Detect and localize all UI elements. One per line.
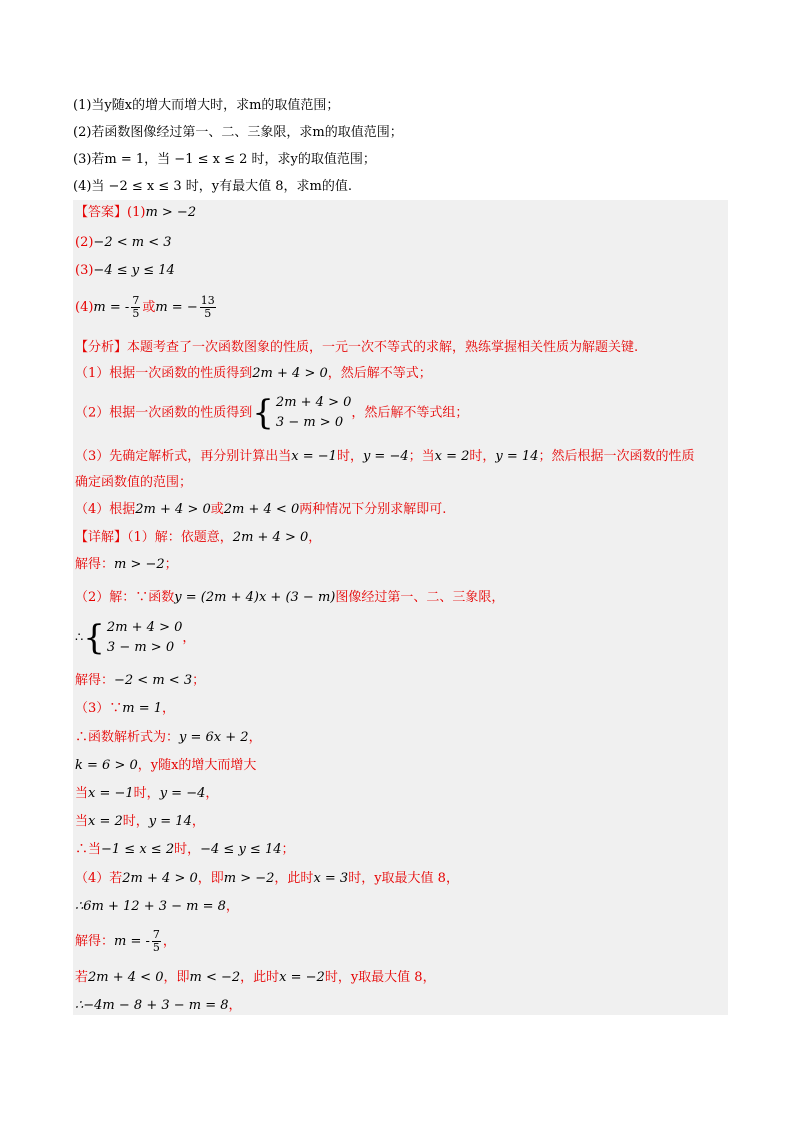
detail-3 <box>75 699 175 719</box>
detail-4-text-c: ，此时 <box>274 871 314 886</box>
answer-label: 【答案】 <box>75 205 128 220</box>
system-line-1: 2m + 4 > 0 <box>275 395 352 410</box>
detail-4-l4-text-d: 时，y取最大值 8， <box>324 970 436 985</box>
detail-2-solution <box>75 671 205 691</box>
detail-3-l5-math-2: y = 14 <box>148 814 192 829</box>
fraction-numerator: 7 <box>152 928 160 941</box>
question-4: (4)当 −2 ≤ x ≤ 3 时，y有最大值 8，求m的值. <box>73 179 352 194</box>
detail-1-math: 2m + 4 > 0 <box>232 530 309 545</box>
detail-3-line-5 <box>75 812 205 832</box>
detail-3-l2-punct: ， <box>248 730 262 745</box>
answer-1-prefix: (1) <box>127 205 146 220</box>
fraction-7-5 <box>131 295 140 320</box>
analysis-3-math-2: y = −4 <box>362 449 409 464</box>
answer-row-3 <box>75 261 175 281</box>
detail-4-l4-math-1: 2m + 4 < 0 <box>88 970 164 985</box>
analysis-1-math: 2m + 4 > 0 <box>252 366 328 381</box>
detail-4-l3-math: m = - <box>114 934 150 949</box>
system-line-2: 3 − m > 0 <box>106 640 175 655</box>
detail-4-l5-punct: ， <box>228 998 242 1013</box>
detail-3-l2-math: y = 6x + 2 <box>179 730 249 745</box>
detail-3-l5-text-b: 时， <box>122 814 149 829</box>
analysis-1-text-end: ，然后解不等式； <box>327 366 432 381</box>
detail-3-l4-text-b: 时， <box>133 786 160 801</box>
answer-4-math-2: m = − <box>155 300 198 315</box>
analysis-3-math-4: y = 14 <box>495 449 539 464</box>
detail-3-l4-math-2: y = −4 <box>159 786 206 801</box>
detail-4-l5-math: ∴−4m − 8 + 3 − m = 8 <box>75 998 229 1013</box>
inequality-system <box>252 393 351 433</box>
analysis-2-text: （2）根据一次函数的性质得到 <box>75 405 253 421</box>
fraction-denominator: 5 <box>152 941 160 954</box>
fraction-7-5 <box>152 929 161 954</box>
detail-3-l5-math-1: x = 2 <box>88 814 123 829</box>
system-line-1: 2m + 4 > 0 <box>106 620 183 635</box>
detail-3-l4-text: 当 <box>75 786 89 801</box>
detail-4-text-b: ，即 <box>197 871 224 886</box>
answer-3-math: −4 ≤ y ≤ 14 <box>93 263 175 278</box>
detail-4-math-1: 2m + 4 > 0 <box>122 871 198 886</box>
analysis-3-math-3: x = 2 <box>434 449 470 464</box>
detail-2-sol-text: 解得： <box>75 673 115 688</box>
detail-4-l3-text: 解得： <box>75 934 115 949</box>
detail-4-text-d: 时，y取最大值 8， <box>348 871 459 886</box>
answer-4-or: 或 <box>142 300 156 315</box>
detail-2-sol-punct: ； <box>192 673 206 688</box>
answer-4-prefix: (4) <box>75 300 94 315</box>
detail-3-l6-text-b: 时， <box>174 842 201 857</box>
detail-4-line-3 <box>75 929 176 954</box>
detail-2-sol-math: −2 < m < 3 <box>114 673 193 688</box>
fraction-denominator: 5 <box>132 307 140 320</box>
detail-1-punct: ， <box>308 530 322 545</box>
detail-4-l2-math: ∴6m + 12 + 3 − m = 8 <box>75 899 226 914</box>
detail-3-line-4 <box>75 784 218 804</box>
detail-3-l4-math-1: x = −1 <box>88 786 134 801</box>
detail-3-l5-punct: ， <box>191 814 205 829</box>
analysis-3-text-e: ；然后根据一次函数的性质 <box>538 449 695 464</box>
detail-1-sol-text: 解得： <box>75 557 115 572</box>
detail-3-punct: ， <box>162 701 176 716</box>
system-line-2: 3 − m > 0 <box>275 415 344 430</box>
detail-2-text: （2）解：∵函数 <box>75 590 175 605</box>
detail-label: 【详解】 <box>75 530 128 545</box>
analysis-4-math-1: 2m + 4 > 0 <box>135 502 211 517</box>
analysis-2-text-end: ，然后解不等式组； <box>351 405 469 421</box>
analysis-3-text: （3）先确定解析式，再分别计算出当 <box>75 449 292 464</box>
question-2: (2)若函数图像经过第一、二、三象限，求m的取值范围； <box>73 125 403 140</box>
detail-3-line-3 <box>75 756 256 776</box>
analysis-4-text: （4）根据 <box>75 502 136 517</box>
detail-2-text-end: 图像经过第一、二、三象限， <box>335 590 505 605</box>
question-1: (1)当y随x的增大而增大时，求m的取值范围； <box>73 98 340 113</box>
analysis-intro-row <box>75 338 638 358</box>
left-brace-icon: { <box>83 618 105 658</box>
detail-4-l4-math-3: x = −2 <box>279 970 325 985</box>
detail-3-l3-math: k = 6 > 0 <box>75 758 138 773</box>
detail-3-line-6 <box>75 840 295 860</box>
detail-3-l3-text: ，y随x的增大而增大 <box>137 758 257 773</box>
analysis-point-4 <box>75 500 446 520</box>
detail-1-text: （1）解：依题意， <box>127 530 233 545</box>
analysis-point-2 <box>75 393 468 433</box>
detail-3-line-2 <box>75 728 262 748</box>
analysis-4-text-b: 或 <box>210 502 224 517</box>
detail-3-l2-text: ∴函数解析式为： <box>75 730 180 745</box>
detail-3-text: （3）∵ <box>75 701 123 716</box>
detail-3-math: m = 1 <box>122 701 163 716</box>
detail-3-l6-punct: ； <box>281 842 295 857</box>
detail-4-line-5 <box>75 996 242 1016</box>
answer-row-1 <box>75 203 196 223</box>
fraction-13-5 <box>200 295 216 320</box>
answer-2-prefix: (2) <box>75 235 94 250</box>
analysis-point-3-cont: 确定函数值的范围； <box>75 475 193 490</box>
detail-3-l4-punct: ， <box>205 786 219 801</box>
analysis-3-text-b: 时， <box>336 449 363 464</box>
detail-3-l6-text: ∴当 <box>75 842 102 857</box>
analysis-1-text: （1）根据一次函数的性质得到 <box>75 366 253 381</box>
fraction-denominator: 5 <box>204 307 212 320</box>
inequality-system <box>83 618 182 658</box>
analysis-3-math-1: x = −1 <box>291 449 337 464</box>
analysis-4-text-c: 两种情况下分别求解即可. <box>299 502 447 517</box>
analysis-label: 【分析】 <box>75 340 128 355</box>
fraction-numerator: 7 <box>132 294 140 307</box>
detail-4 <box>75 869 459 889</box>
detail-1-sol-math: m > −2 <box>114 557 165 572</box>
analysis-4-math-2: 2m + 4 < 0 <box>223 502 300 517</box>
therefore-icon: ∴ <box>75 630 84 646</box>
detail-4-l3-punct: ， <box>162 934 176 949</box>
detail-4-l2-punct: ， <box>225 899 239 914</box>
detail-4-l4-text-b: ，即 <box>163 970 190 985</box>
answer-row-2 <box>75 233 172 253</box>
detail-4-l4-text: 若 <box>75 970 89 985</box>
detail-4-l4-text-c: ，此时 <box>240 970 280 985</box>
detail-3-l6-math-2: −4 ≤ y ≤ 14 <box>200 842 282 857</box>
left-brace-icon: { <box>252 393 274 433</box>
detail-4-l4-math-2: m < −2 <box>189 970 241 985</box>
detail-4-text: （4）若 <box>75 871 123 886</box>
detail-4-math-3: x = 3 <box>313 871 349 886</box>
detail-4-line-2 <box>75 897 239 917</box>
detail-4-line-4 <box>75 968 436 988</box>
analysis-3-text-d: 时， <box>469 449 496 464</box>
detail-2-system <box>75 618 195 658</box>
detail-2-punct: ， <box>182 630 196 646</box>
detail-1-sol-punct: ； <box>164 557 178 572</box>
analysis-point-3 <box>75 447 694 467</box>
question-list <box>73 92 729 200</box>
detail-1 <box>75 528 321 548</box>
answer-4-math-1: m = - <box>93 300 130 315</box>
analysis-point-1 <box>75 364 432 384</box>
answer-1-math: m > −2 <box>145 205 197 220</box>
answer-row-4 <box>75 295 218 320</box>
detail-2-math: y = (2m + 4)x + (3 − m) <box>174 590 336 605</box>
answer-2-math: −2 < m < 3 <box>93 235 172 250</box>
detail-3-l6-math-1: −1 ≤ x ≤ 2 <box>101 842 175 857</box>
detail-4-math-2: m > −2 <box>223 871 275 886</box>
detail-2 <box>75 588 504 608</box>
answer-3-prefix: (3) <box>75 263 94 278</box>
analysis-intro: 本题考查了一次函数图象的性质，一元一次不等式的求解，熟练掌握相关性质为解题关键. <box>127 340 639 355</box>
fraction-numerator: 13 <box>200 294 215 307</box>
detail-1-solution <box>75 555 178 575</box>
detail-3-l5-text: 当 <box>75 814 89 829</box>
analysis-3-text-c: ；当 <box>408 449 435 464</box>
question-3: (3)若m = 1，当 −1 ≤ x ≤ 2 时，求y的取值范围； <box>73 152 376 167</box>
